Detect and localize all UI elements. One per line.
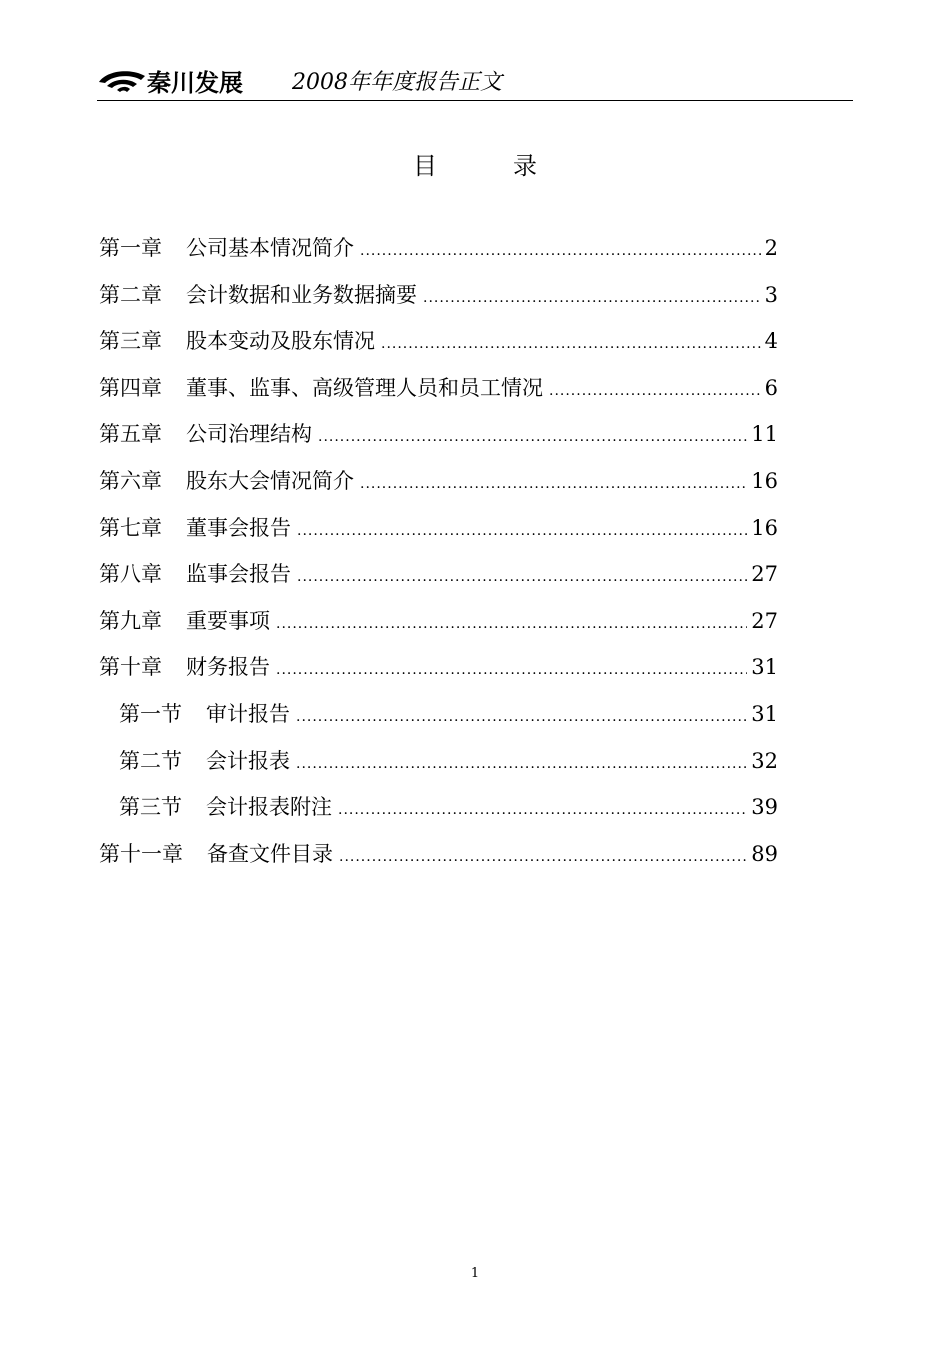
toc-entry-page: 2 (764, 236, 778, 260)
toc-heading (0, 146, 950, 181)
toc-entry-number: 第九章 (99, 608, 162, 633)
toc-entry-page: 6 (764, 375, 778, 400)
company-logo (97, 66, 287, 96)
toc-entry-page: 16 (751, 515, 778, 540)
header-divider (97, 100, 853, 101)
toc-chapter-entry[interactable] (99, 418, 778, 465)
toc-chapter-entry[interactable] (99, 232, 778, 279)
toc-dot-leader (276, 616, 747, 632)
toc-dot-leader (338, 802, 747, 818)
toc-entry-title: 会计数据和业务数据摘要 (186, 282, 417, 307)
toc-dot-leader (296, 709, 747, 725)
toc-chapter-entry[interactable] (99, 838, 778, 885)
toc-entry-number: 第五章 (99, 422, 162, 447)
toc-dot-leader (360, 243, 761, 259)
toc-entry-title: 会计报表 (206, 748, 290, 773)
toc-entry-page: 3 (764, 282, 778, 307)
toc-entry-number: 第八章 (99, 562, 162, 587)
svg-text:秦川发展: 秦川发展 (147, 69, 243, 96)
toc-entry-number: 第三章 (99, 329, 162, 354)
toc-dot-leader (297, 523, 747, 539)
toc-dot-leader (549, 383, 761, 399)
toc-entry-number: 第三节 (119, 795, 182, 820)
toc-entry-number: 第七章 (99, 515, 162, 540)
toc-dot-leader (360, 476, 747, 492)
toc-entry-page: 16 (751, 468, 778, 493)
toc-entry-page: 89 (751, 841, 778, 866)
toc-entry-title: 股东大会情况简介 (186, 468, 354, 493)
toc-entry-title: 重要事项 (186, 608, 270, 633)
toc-entry-title: 董事会报告 (186, 515, 291, 540)
toc-entry-number: 第一节 (119, 701, 182, 726)
toc-dot-leader (339, 849, 747, 865)
toc-dot-leader (423, 290, 761, 306)
toc-dot-leader (296, 756, 747, 772)
toc-entry-title: 财务报告 (186, 655, 270, 680)
toc-entry-number: 第十一章 (99, 841, 183, 866)
toc-entry-page: 32 (751, 748, 778, 773)
toc-chapter-entry[interactable] (99, 372, 778, 419)
toc-entry-title: 会计报表附注 (206, 795, 332, 820)
toc-entry-title: 审计报告 (206, 701, 290, 726)
toc-entry-number: 第一章 (99, 236, 162, 260)
toc-entry-title: 公司治理结构 (186, 422, 312, 447)
toc-entry-page: 31 (751, 655, 778, 680)
toc-entry-title: 监事会报告 (186, 562, 291, 587)
toc-entry-number: 第四章 (99, 375, 162, 400)
toc-dot-leader (318, 429, 747, 445)
toc-entry-title: 备查文件目录 (207, 841, 333, 866)
toc-entry-title: 股本变动及股东情况 (186, 329, 375, 354)
toc-section-entry[interactable] (99, 698, 778, 745)
toc-entry-title: 公司基本情况简介 (186, 236, 354, 260)
toc-dot-leader (297, 569, 747, 585)
toc-entry-number: 第二节 (119, 748, 182, 773)
toc-chapter-entry[interactable] (99, 512, 778, 559)
toc-chapter-entry[interactable] (99, 651, 778, 698)
toc-entry-page: 27 (751, 608, 778, 633)
toc-dot-leader (381, 336, 761, 352)
toc-entry-number: 第二章 (99, 282, 162, 307)
toc-entry-number: 第六章 (99, 468, 162, 493)
toc-entry-page: 31 (751, 701, 778, 726)
page-number: 1 (470, 1266, 480, 1281)
toc-entry-page: 39 (751, 795, 778, 820)
toc-entry-title: 董事、监事、高级管理人员和员工情况 (186, 375, 543, 400)
toc-chapter-entry[interactable] (99, 465, 778, 512)
toc-heading-left: 目 (413, 152, 437, 180)
toc-heading-right: 录 (513, 152, 537, 180)
toc-entry-page: 11 (751, 422, 778, 447)
toc-entry-number: 第十章 (99, 655, 162, 680)
toc-chapter-entry[interactable] (99, 605, 778, 652)
toc-section-entry[interactable] (99, 791, 778, 838)
toc-dot-leader (276, 662, 747, 678)
table-of-contents (99, 232, 778, 884)
toc-entry-page: 27 (751, 562, 778, 587)
toc-chapter-entry[interactable] (99, 279, 778, 326)
page-header (97, 62, 853, 100)
toc-section-entry[interactable] (99, 745, 778, 792)
report-title: 2008年年度报告正文 (292, 70, 502, 95)
toc-entry-page: 4 (764, 329, 778, 354)
toc-chapter-entry[interactable] (99, 558, 778, 605)
toc-chapter-entry[interactable] (99, 325, 778, 372)
